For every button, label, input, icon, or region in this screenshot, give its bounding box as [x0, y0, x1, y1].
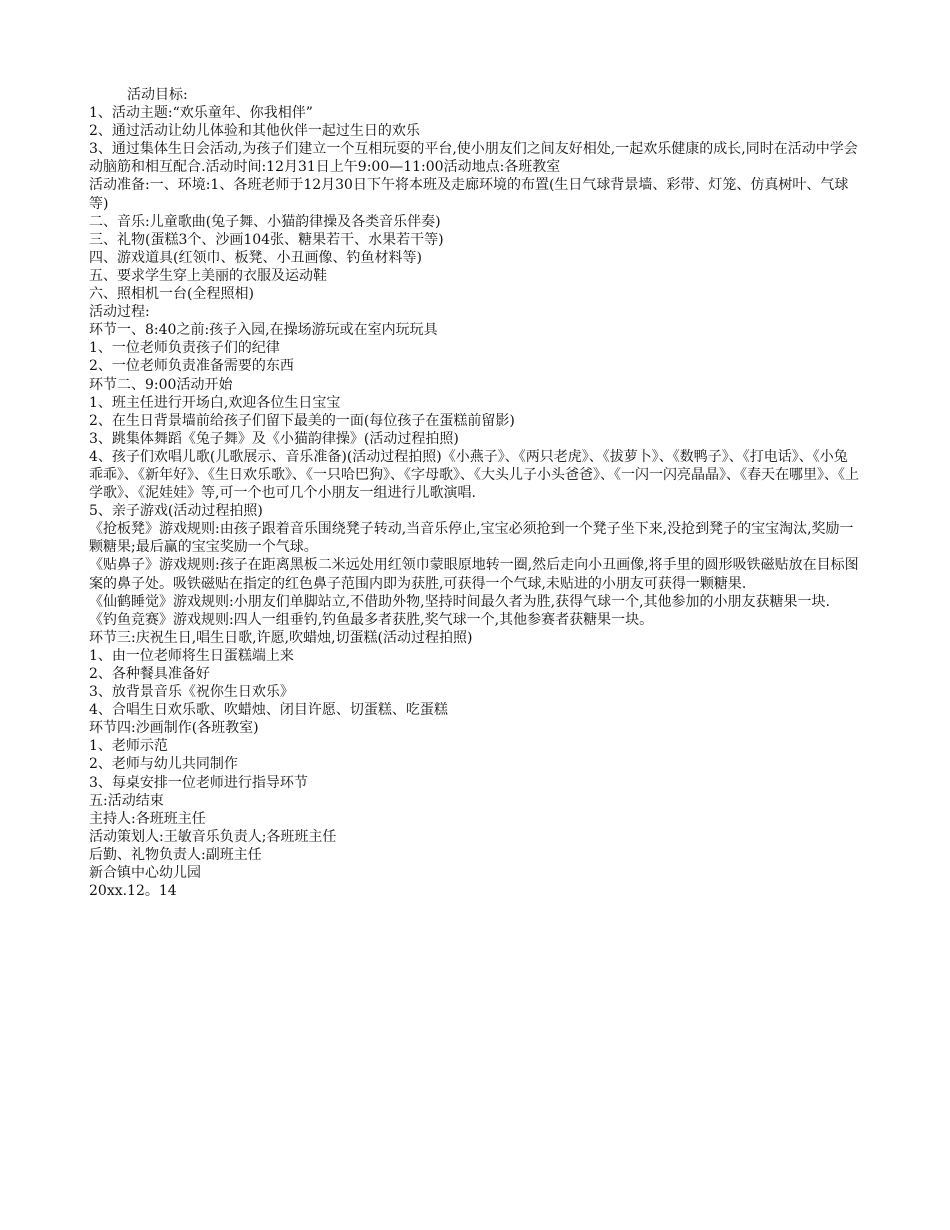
- organization-name: 新合镇中心幼儿园: [89, 865, 201, 882]
- text-line: 环节二、9:00活动开始: [89, 376, 233, 393]
- document-body: [89, 86, 861, 900]
- section-heading-process: 活动过程:: [89, 304, 150, 321]
- text-line: 1、班主任进行开场白,欢迎各位生日宝宝: [89, 394, 341, 411]
- text-line: 《仙鹤睡觉》游戏规则:小朋友们单脚站立,不借助外物,坚持时间最久者为胜,获得气球一个,其他参加的小朋友获糖果一块.: [89, 593, 830, 610]
- text-line: 活动准备:一、环境:1、各班老师于12月30日下午将本班及走廊环境的布置(生日气球背景墙、彩带、灯笼、仿真树叶、气球等): [89, 177, 849, 212]
- text-line: 5、亲子游戏(活动过程拍照): [89, 503, 263, 520]
- text-line: 二、音乐:儿童歌曲(兔子舞、小猫韵律操及各类音乐伴奏): [89, 213, 441, 230]
- text-line: 2、老师与幼儿共同制作: [89, 756, 238, 773]
- text-line: 1、一位老师负责孩子们的纪律: [89, 340, 280, 357]
- text-line: 后勤、礼物负责人:副班主任: [89, 846, 262, 863]
- text-line: 环节一、8:40之前:孩子入园,在操场游玩或在室内玩玩具: [89, 322, 438, 339]
- text-line: 3、放背景音乐《祝你生日欢乐》: [89, 684, 294, 701]
- text-line: 五、要求学生穿上美丽的衣服及运动鞋: [89, 267, 327, 284]
- text-line: 活动策划人:王敏音乐负责人;各班班主任: [89, 828, 337, 845]
- document-date: 20xx.12。14: [89, 883, 177, 900]
- text-line: 1、老师示范: [89, 738, 168, 755]
- text-line: 三、礼物(蛋糕3个、沙画104张、糖果若干、水果若干等): [89, 231, 444, 248]
- text-line: 4、孩子们欢唱儿歌(儿歌展示、音乐准备)(活动过程拍照)《小燕子》、《两只老虎》、《拔萝卜》、《数鸭子》、《打电话》、《小兔乖乖》、《新年好》、《生日欢乐歌》、《一只哈巴狗》、《字母歌》、《大头儿子小头爸爸》、《一闪一闪亮晶晶》、《春天在哪里》、《上学歌》、《泥娃娃》等,可一个也可几个小朋友一组进行儿歌演唱.: [89, 448, 859, 502]
- text-line: 《贴鼻子》游戏规则:孩子在距离黑板二米远处用红领巾蒙眼原地转一圈,然后走向小丑画像,将手里的圆形吸铁磁贴放在目标图案的鼻子处。吸铁磁贴在指定的红色鼻子范围内即为获胜,可获得一个气球,未贴进的小朋友可获得一颗糖果.: [89, 557, 859, 592]
- text-line: 五:活动结束: [89, 792, 164, 809]
- text-line: 3、通过集体生日会活动,为孩子们建立一个互相玩耍的平台,使小朋友们之间友好相处,一起欢乐健康的成长,同时在活动中学会动脑筋和相互配合.活动时间:12月31日上午9:00—11:00活动地点:各班教室: [89, 141, 858, 176]
- text-line: 2、一位老师负责准备需要的东西: [89, 358, 294, 375]
- text-line: 3、每桌安排一位老师进行指导环节: [89, 774, 308, 791]
- text-line: 1、活动主题:“欢乐童年、你我相伴”: [89, 105, 313, 122]
- text-line: 主持人:各班班主任: [89, 810, 206, 827]
- text-line: 六、照相机一台(全程照相): [89, 286, 254, 303]
- text-line: 2、各种餐具准备好: [89, 666, 210, 682]
- text-line: 2、通过活动让幼儿体验和其他伙伴一起过生日的欢乐: [89, 123, 420, 140]
- text-line: 4、合唱生日欢乐歌、吹蜡烛、闭目许愿、切蛋糕、吃蛋糕: [89, 702, 448, 719]
- text-line: 环节四:沙画制作(各班教室): [89, 720, 259, 737]
- text-line: 2、在生日背景墙前给孩子们留下最美的一面(每位孩子在蛋糕前留影): [89, 412, 515, 429]
- text-line: 四、游戏道具(红领巾、板凳、小丑画像、钓鱼材料等): [89, 249, 422, 266]
- text-line: 1、由一位老师将生日蛋糕端上来: [89, 647, 294, 664]
- text-line: 3、跳集体舞蹈《兔子舞》及《小猫韵律操》(活动过程拍照): [89, 430, 459, 447]
- text-line: 《钓鱼竞赛》游戏规则:四人一组垂钓,钓鱼最多者获胜,奖气球一个,其他参赛者获糖果一块。: [89, 611, 654, 628]
- section-heading-goals: 活动目标:: [127, 87, 188, 103]
- text-line: 环节三:庆祝生日,唱生日歌,许愿,吹蜡烛,切蛋糕(活动过程拍照): [89, 629, 473, 646]
- text-line: 《抢板凳》游戏规则:由孩子跟着音乐围绕凳子转动,当音乐停止,宝宝必须抢到一个凳子坐下来,没抢到凳子的宝宝淘汰,奖励一颗糖果;最后赢的宝宝奖励一个气球。: [89, 521, 854, 556]
